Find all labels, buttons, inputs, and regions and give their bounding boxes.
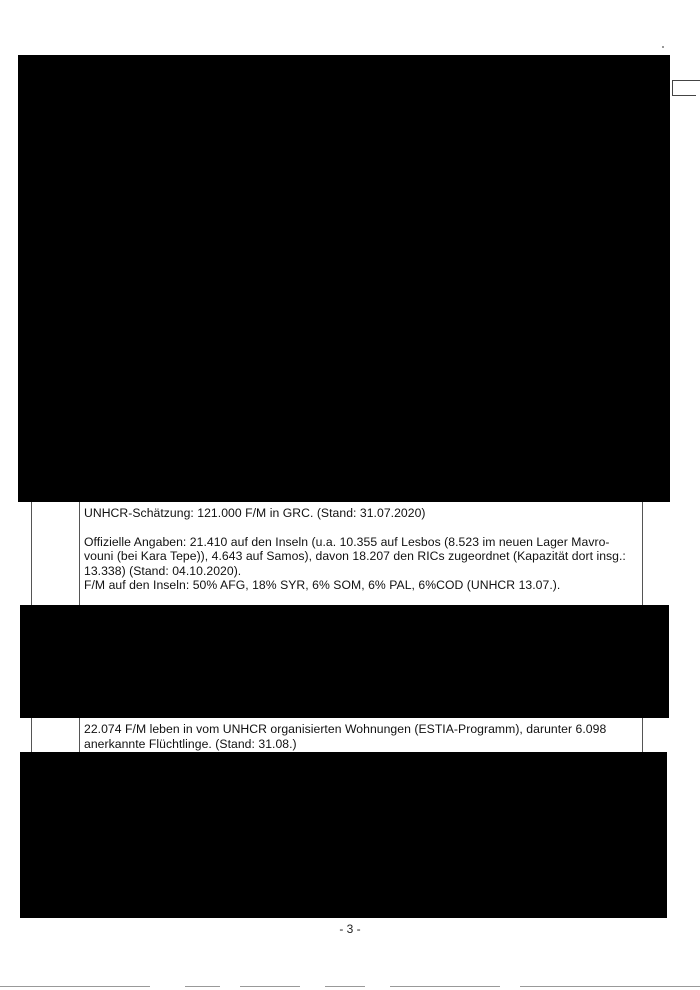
table-column-divider — [79, 502, 80, 605]
edge-mark — [672, 95, 696, 96]
scan-speck — [662, 46, 664, 48]
unhcr-estimate-text: UNHCR-Schätzung: 121.000 F/M in GRC. (Stand: 31.07.2020) — [84, 506, 426, 520]
redaction-block-bottom — [20, 752, 667, 918]
table-cell-row1 — [84, 506, 640, 593]
edge-mark — [672, 80, 673, 96]
bottom-scan-line — [0, 986, 150, 987]
bottom-scan-line — [185, 986, 220, 987]
official-figures-line2: vouni (bei Kara Tepe)), 4.643 auf Samos), davon 18.207 den RICs zugeordnet (Kapazität dort insg.: — [84, 549, 626, 564]
table-border-left — [31, 718, 32, 752]
table-column-divider — [79, 718, 80, 752]
redaction-block-middle — [20, 605, 669, 718]
estia-line2: anerkannte Flüchtlinge. (Stand: 31.08.) — [84, 736, 297, 751]
table-border-left — [31, 502, 32, 605]
edge-mark — [672, 80, 700, 81]
estia-line1: 22.074 F/M leben in vom UNHCR organisierten Wohnungen (ESTIA-Programm), darunter 6.098 — [84, 722, 607, 736]
table-cell-row2 — [84, 722, 640, 751]
bottom-scan-line — [240, 986, 300, 987]
page-number: - 3 - — [339, 922, 361, 936]
bottom-scan-line — [390, 986, 500, 987]
official-figures-line1: Offizielle Angaben: 21.410 auf den Inseln (u.a. 10.355 auf Lesbos (8.523 im neuen Lager Mavro- — [84, 534, 610, 549]
bottom-scan-line — [520, 986, 700, 987]
official-figures-line3: 13.338) (Stand: 04.10.2020). — [84, 563, 242, 578]
redaction-block-top — [18, 55, 670, 502]
table-border-right — [642, 502, 643, 605]
nationalities-text: F/M auf den Inseln: 50% AFG, 18% SYR, 6% SOM, 6% PAL, 6%COD (UNHCR 13.07.). — [84, 578, 561, 593]
table-border-right — [642, 718, 643, 752]
bottom-scan-line — [325, 986, 365, 987]
